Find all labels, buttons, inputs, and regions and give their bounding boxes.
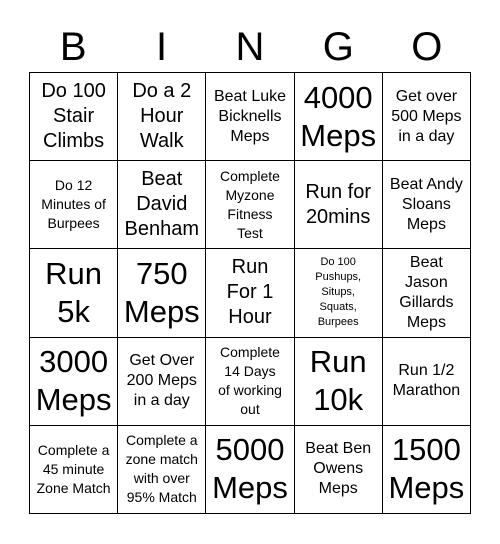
bingo-square[interactable]	[118, 73, 206, 161]
bingo-square[interactable]	[295, 73, 383, 161]
bingo-square[interactable]	[30, 73, 118, 161]
bingo-square[interactable]	[295, 161, 383, 249]
bingo-square-label: Complete a zone match with over 95% Match	[125, 432, 198, 506]
bingo-square-label: Do 100 Pushups, Situps, Squats, Burpees	[315, 256, 362, 329]
bingo-square-label: Get Over 200 Meps in a day	[126, 352, 197, 410]
bingo-square[interactable]	[206, 249, 294, 337]
bingo-square[interactable]	[118, 426, 206, 514]
bingo-square-label: Beat Luke Bicknells Meps	[213, 87, 287, 145]
bingo-square[interactable]	[30, 161, 118, 249]
bingo-square-label: Beat Andy Sloans Meps	[389, 175, 463, 233]
header-letter-n: N	[235, 25, 265, 69]
bingo-square[interactable]	[206, 73, 294, 161]
bingo-square-label: Complete a 45 minute Zone Match	[36, 441, 111, 496]
bingo-square[interactable]	[30, 426, 118, 514]
bingo-square-label: Do 12 Minutes of Burpees	[41, 177, 106, 232]
bingo-square[interactable]	[118, 161, 206, 249]
header-letter-g: G	[322, 25, 354, 69]
bingo-square[interactable]	[295, 338, 383, 426]
bingo-square-label: Complete 14 Days of working out	[218, 344, 282, 418]
bingo-square[interactable]	[206, 338, 294, 426]
bingo-square-label: Beat Ben Owens Meps	[305, 440, 372, 498]
bingo-square-label: 1500 Meps	[388, 432, 465, 506]
bingo-square[interactable]	[206, 161, 294, 249]
bingo-square[interactable]	[295, 249, 383, 337]
header-letter-b: B	[59, 25, 87, 69]
bingo-square[interactable]	[383, 338, 471, 426]
bingo-header	[29, 22, 471, 72]
bingo-grid	[29, 72, 471, 514]
bingo-square-label: Beat Jason Gillards Meps	[399, 253, 454, 331]
bingo-square-label: 5000 Meps	[212, 432, 288, 506]
bingo-square-label: Run 1/2 Marathon	[392, 362, 461, 400]
bingo-square[interactable]	[118, 338, 206, 426]
bingo-square-label: Beat David Benham	[124, 168, 200, 241]
bingo-square-label: Run 5k	[45, 255, 103, 329]
bingo-square[interactable]	[295, 426, 383, 514]
bingo-square-label: Run for 20mins	[305, 180, 371, 228]
bingo-square-label: Do 100 Stair Climbs	[41, 80, 106, 153]
bingo-square[interactable]	[383, 73, 471, 161]
bingo-square-label: Do a 2 Hour Walk	[132, 80, 192, 153]
bingo-square-label: 750 Meps	[123, 255, 200, 329]
bingo-square[interactable]	[118, 249, 206, 337]
bingo-square-label: 4000 Meps	[300, 79, 377, 153]
bingo-square-label: Get over 500 Meps in a day	[391, 87, 462, 145]
bingo-square[interactable]	[383, 249, 471, 337]
bingo-square[interactable]	[30, 249, 118, 337]
bingo-square-label: Run For 1 Hour	[226, 256, 274, 329]
header-letter-o: O	[411, 25, 443, 69]
header-letter-i: I	[156, 25, 168, 69]
bingo-square[interactable]	[383, 161, 471, 249]
bingo-square[interactable]	[206, 426, 294, 514]
bingo-square[interactable]	[30, 338, 118, 426]
bingo-square-label: Run 10k	[309, 344, 367, 418]
bingo-square-label: Complete Myzone Fitness Test	[220, 167, 280, 241]
bingo-square-label: 3000 Meps	[35, 344, 112, 418]
bingo-square[interactable]	[383, 426, 471, 514]
